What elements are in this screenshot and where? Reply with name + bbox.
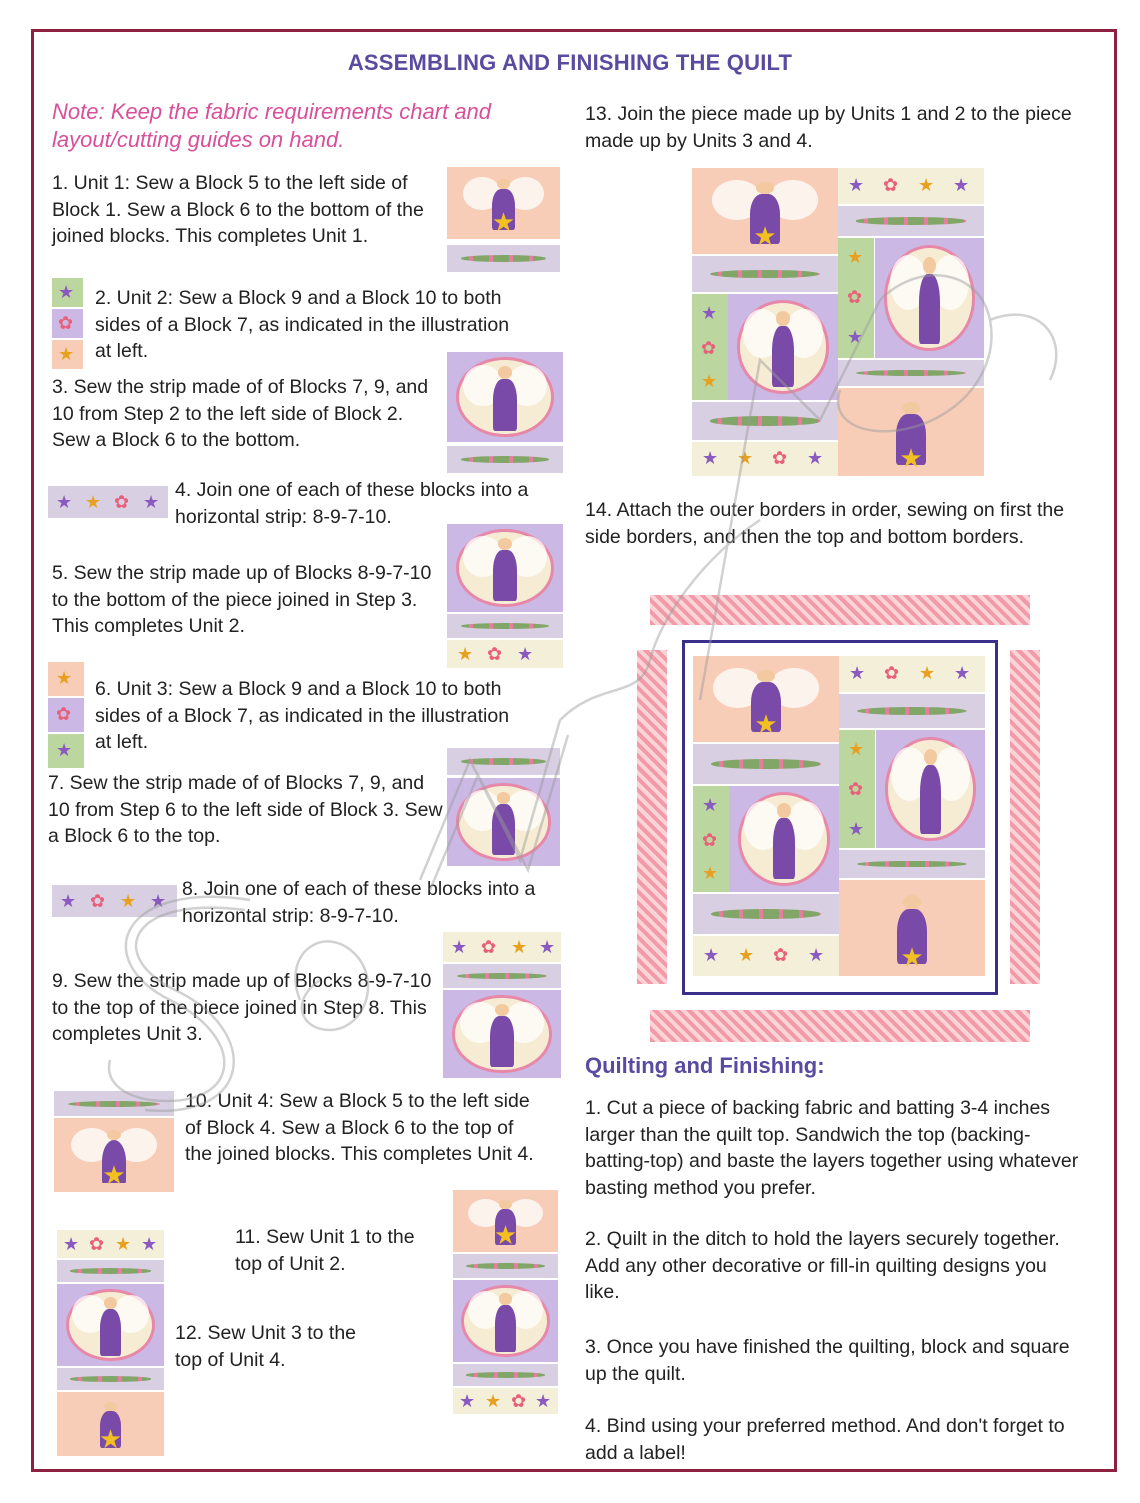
block-1-image: ★ — [447, 167, 560, 239]
unit-2-row: ★ ✿ ★ — [447, 640, 563, 668]
col2-fairy-a: ★ — [453, 1190, 558, 1252]
finishing-step-1: 1. Cut a piece of backing fabric and batting 3-4 inches larger than the quilt top. Sandwich the top (backing-batting-top) and baste the layers together using whatever basting method you prefer. — [585, 1097, 1079, 1199]
note-text: Note: Keep the fabric requirements chart and layout/cutting guides on hand. — [52, 99, 492, 152]
unit-3-row: ★ ✿ ★ ★ — [443, 932, 561, 962]
page-title: ASSEMBLING AND FINISHING THE QUILT — [347, 50, 793, 75]
q13-row-b: ★ ★ ✿ ★ — [692, 442, 838, 476]
step-12: 12. Sew Unit 3 to the top of Unit 4. — [175, 1322, 357, 1371]
block-7-image-b: ✿ — [48, 698, 84, 732]
block-10-image: ★ — [52, 340, 83, 369]
q13-row-a: ★ ✿ ★ ★ — [838, 168, 984, 204]
step-7: 7. Sew the strip made of of Blocks 7, 9, and 10 from Step 6 to the left side of Block 3. Sew a Block 6 to the top. — [48, 772, 443, 847]
step-13: 13. Join the piece made up by Units 1 and 2 to the piece made up by Units 3 and 4. — [585, 103, 1072, 152]
col2-row: ★ ★ ✿ ★ — [453, 1388, 558, 1414]
block-10-image-b: ★ — [48, 662, 84, 696]
finishing-step-2: 2. Quilt in the ditch to hold the layers securely together. Add any other decorative or fill-in quilting designs you like. — [585, 1228, 1060, 1303]
col-fairy-b: ★ — [57, 1392, 164, 1456]
step-10: 10. Unit 4: Sew a Block 5 to the left side of Block 4. Sew a Block 6 to the top of the joined blocks. This completes Unit 4. — [185, 1090, 534, 1165]
step-1: 1. Unit 1: Sew a Block 5 to the left side of Block 1. Sew a Block 6 to the bottom of the joined blocks. This completes Unit 1. — [52, 172, 424, 247]
q14-block-a: ★ — [693, 656, 839, 742]
block-row-8-9-7-10: ★ ★ ✿ ★ — [48, 486, 168, 518]
finishing-step-4: 4. Bind using your preferred method. And don't forget to add a label! — [585, 1415, 1065, 1464]
finishing-heading: Quilting and Finishing: — [585, 1053, 825, 1078]
block-9-image: ★ — [52, 278, 83, 307]
step-11: 11. Sew Unit 1 to the top of Unit 2. — [235, 1226, 415, 1275]
q14-col-b: ★ ✿ ★ — [693, 786, 729, 892]
finishing-step-3: 3. Once you have finished the quilting, block and square up the quilt. — [585, 1336, 1070, 1385]
q14-col-a: ★ ✿ ★ — [839, 730, 875, 848]
step-8: 8. Join one of each of these blocks into a horizontal strip: 8-9-7-10. — [182, 878, 536, 927]
q13-col-a: ★ ✿ ★ — [838, 238, 874, 358]
q14-fairy-c: ★ — [839, 880, 985, 976]
step-9: 9. Sew the strip made up of Blocks 8-9-7-10 to the top of the piece joined in Step 8. This completes Unit 3. — [52, 970, 432, 1045]
q13-block-a: ★ — [692, 168, 838, 254]
q14-row-b: ★ ★ ✿ ★ — [693, 936, 839, 976]
block-4-image: ★ — [54, 1118, 174, 1192]
block-9-image-b: ★ — [48, 734, 84, 768]
col-row-a: ★ ✿ ★ ★ — [57, 1230, 164, 1258]
step-2: 2. Unit 2: Sew a Block 9 and a Block 10 to both sides of a Block 7, as indicated in the illustration at left. — [95, 287, 510, 362]
step-3: 3. Sew the strip made of of Blocks 7, 9, and 10 from Step 2 to the left side of Block 2. Sew a Block 6 to the bottom. — [52, 376, 429, 451]
step-5: 5. Sew the strip made up of Blocks 8-9-7-10 to the bottom of the piece joined in Step 3. This completes Unit 2. — [52, 562, 432, 637]
step-4: 4. Join one of each of these blocks into a horizontal strip: 8-9-7-10. — [175, 479, 529, 528]
q14-row-a: ★ ✿ ★ ★ — [839, 656, 985, 692]
step-6: 6. Unit 3: Sew a Block 9 and a Block 10 to both sides of a Block 7, as indicated in the illustration at left. — [95, 678, 510, 753]
q13-col-b: ★ ✿ ★ — [692, 294, 728, 400]
block-row-8-9-7-10-b: ★ ✿ ★ ★ — [52, 885, 177, 917]
q13-fairy-c: ★ — [838, 388, 984, 476]
block-7-image: ✿ — [52, 309, 83, 338]
step-14: 14. Attach the outer borders in order, sewing on first the side borders, and then the top and bottom borders. — [585, 499, 1065, 548]
